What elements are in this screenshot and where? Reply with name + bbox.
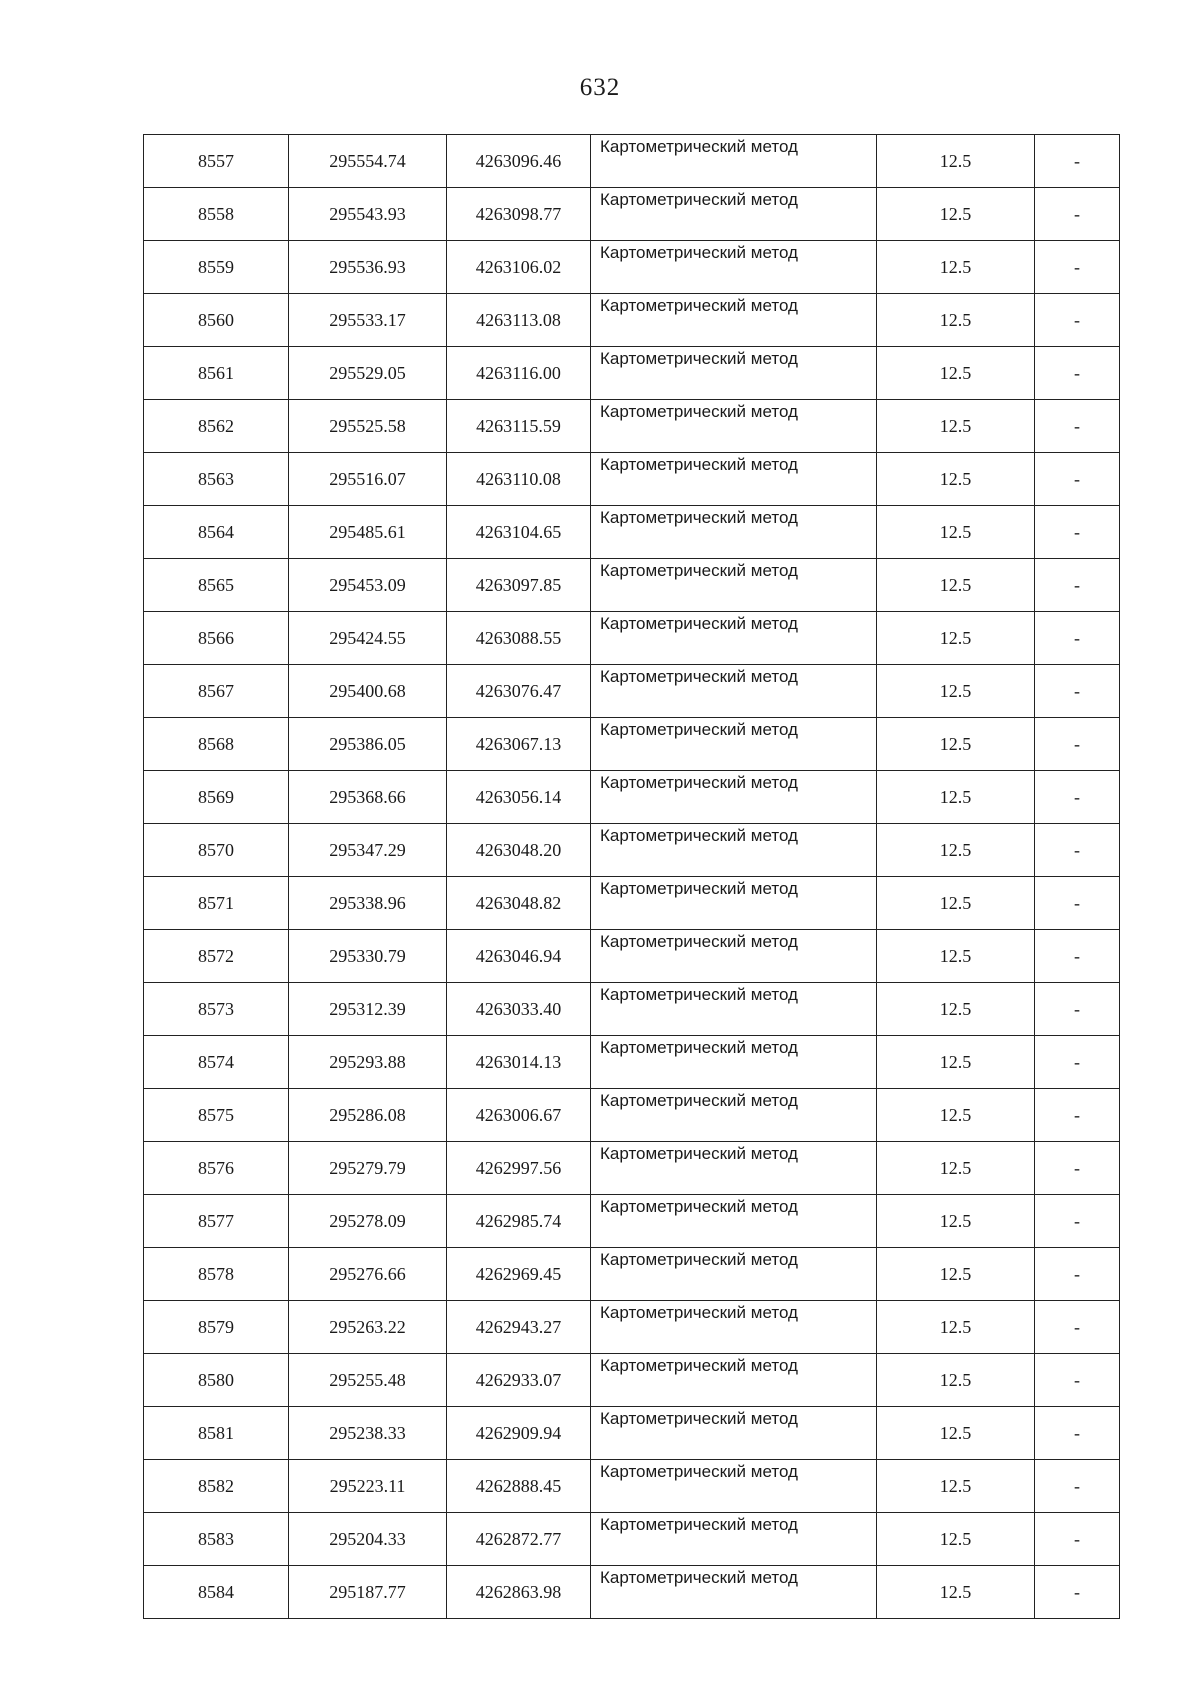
description-cell: - [1035,400,1120,453]
accuracy-cell: 12.5 [877,877,1035,930]
point-number-cell: 8578 [144,1248,289,1301]
table-row [144,1036,1120,1089]
x-coordinate-cell: 295338.96 [289,877,447,930]
point-number-cell: 8564 [144,506,289,559]
table-row [144,241,1120,294]
point-number-cell: 8572 [144,930,289,983]
table-row [144,1248,1120,1301]
x-coordinate-cell: 295204.33 [289,1513,447,1566]
table-row [144,983,1120,1036]
y-coordinate-cell: 4263096.46 [447,135,591,188]
y-coordinate-cell: 4262863.98 [447,1566,591,1619]
description-cell: - [1035,188,1120,241]
x-coordinate-cell: 295187.77 [289,1566,447,1619]
x-coordinate-cell: 295368.66 [289,771,447,824]
y-coordinate-cell: 4263106.02 [447,241,591,294]
y-coordinate-cell: 4263048.82 [447,877,591,930]
description-cell: - [1035,771,1120,824]
method-cell: Картометрический метод [591,294,877,347]
point-number-cell: 8568 [144,718,289,771]
point-number-cell: 8559 [144,241,289,294]
x-coordinate-cell: 295276.66 [289,1248,447,1301]
accuracy-cell: 12.5 [877,559,1035,612]
x-coordinate-cell: 295400.68 [289,665,447,718]
method-cell: Картометрический метод [591,1036,877,1089]
description-cell: - [1035,1195,1120,1248]
accuracy-cell: 12.5 [877,400,1035,453]
coordinates-table [143,134,1120,1619]
method-cell: Картометрический метод [591,506,877,559]
description-cell: - [1035,453,1120,506]
description-cell: - [1035,1142,1120,1195]
method-cell: Картометрический метод [591,1460,877,1513]
method-cell: Картометрический метод [591,241,877,294]
y-coordinate-cell: 4263033.40 [447,983,591,1036]
point-number-cell: 8574 [144,1036,289,1089]
table-row [144,453,1120,506]
table-row [144,824,1120,877]
accuracy-cell: 12.5 [877,771,1035,824]
point-number-cell: 8573 [144,983,289,1036]
point-number-cell: 8570 [144,824,289,877]
point-number-cell: 8575 [144,1089,289,1142]
accuracy-cell: 12.5 [877,718,1035,771]
accuracy-cell: 12.5 [877,294,1035,347]
x-coordinate-cell: 295386.05 [289,718,447,771]
x-coordinate-cell: 295554.74 [289,135,447,188]
description-cell: - [1035,983,1120,1036]
x-coordinate-cell: 295263.22 [289,1301,447,1354]
description-cell: - [1035,1513,1120,1566]
y-coordinate-cell: 4263116.00 [447,347,591,400]
table-row [144,400,1120,453]
y-coordinate-cell: 4263097.85 [447,559,591,612]
method-cell: Картометрический метод [591,453,877,506]
y-coordinate-cell: 4262909.94 [447,1407,591,1460]
accuracy-cell: 12.5 [877,1248,1035,1301]
accuracy-cell: 12.5 [877,1142,1035,1195]
point-number-cell: 8577 [144,1195,289,1248]
point-number-cell: 8579 [144,1301,289,1354]
x-coordinate-cell: 295279.79 [289,1142,447,1195]
method-cell: Картометрический метод [591,612,877,665]
accuracy-cell: 12.5 [877,1301,1035,1354]
method-cell: Картометрический метод [591,347,877,400]
table-row [144,135,1120,188]
y-coordinate-cell: 4263076.47 [447,665,591,718]
accuracy-cell: 12.5 [877,241,1035,294]
point-number-cell: 8583 [144,1513,289,1566]
y-coordinate-cell: 4262997.56 [447,1142,591,1195]
accuracy-cell: 12.5 [877,1195,1035,1248]
table-row [144,347,1120,400]
x-coordinate-cell: 295525.58 [289,400,447,453]
x-coordinate-cell: 295330.79 [289,930,447,983]
accuracy-cell: 12.5 [877,1354,1035,1407]
method-cell: Картометрический метод [591,1407,877,1460]
table-row [144,665,1120,718]
point-number-cell: 8561 [144,347,289,400]
y-coordinate-cell: 4263046.94 [447,930,591,983]
table-row [144,718,1120,771]
table-row [144,877,1120,930]
method-cell: Картометрический метод [591,1248,877,1301]
table-row [144,188,1120,241]
method-cell: Картометрический метод [591,665,877,718]
y-coordinate-cell: 4263048.20 [447,824,591,877]
accuracy-cell: 12.5 [877,1513,1035,1566]
point-number-cell: 8569 [144,771,289,824]
description-cell: - [1035,1566,1120,1619]
x-coordinate-cell: 295533.17 [289,294,447,347]
y-coordinate-cell: 4263110.08 [447,453,591,506]
method-cell: Картометрический метод [591,718,877,771]
y-coordinate-cell: 4262872.77 [447,1513,591,1566]
point-number-cell: 8584 [144,1566,289,1619]
point-number-cell: 8566 [144,612,289,665]
method-cell: Картометрический метод [591,771,877,824]
x-coordinate-cell: 295286.08 [289,1089,447,1142]
description-cell: - [1035,824,1120,877]
description-cell: - [1035,135,1120,188]
point-number-cell: 8567 [144,665,289,718]
table-row [144,771,1120,824]
method-cell: Картометрический метод [591,1195,877,1248]
description-cell: - [1035,612,1120,665]
description-cell: - [1035,665,1120,718]
y-coordinate-cell: 4263056.14 [447,771,591,824]
table-row [144,506,1120,559]
accuracy-cell: 12.5 [877,930,1035,983]
y-coordinate-cell: 4263014.13 [447,1036,591,1089]
description-cell: - [1035,347,1120,400]
accuracy-cell: 12.5 [877,506,1035,559]
coordinates-table-body [144,135,1120,1619]
x-coordinate-cell: 295293.88 [289,1036,447,1089]
x-coordinate-cell: 295536.93 [289,241,447,294]
y-coordinate-cell: 4262888.45 [447,1460,591,1513]
y-coordinate-cell: 4262943.27 [447,1301,591,1354]
table-row [144,930,1120,983]
y-coordinate-cell: 4263113.08 [447,294,591,347]
y-coordinate-cell: 4262985.74 [447,1195,591,1248]
x-coordinate-cell: 295223.11 [289,1460,447,1513]
accuracy-cell: 12.5 [877,453,1035,506]
point-number-cell: 8576 [144,1142,289,1195]
method-cell: Картометрический метод [591,983,877,1036]
table-row [144,1301,1120,1354]
description-cell: - [1035,241,1120,294]
description-cell: - [1035,1036,1120,1089]
x-coordinate-cell: 295347.29 [289,824,447,877]
point-number-cell: 8560 [144,294,289,347]
accuracy-cell: 12.5 [877,612,1035,665]
point-number-cell: 8563 [144,453,289,506]
table-row [144,1407,1120,1460]
description-cell: - [1035,294,1120,347]
y-coordinate-cell: 4263104.65 [447,506,591,559]
description-cell: - [1035,930,1120,983]
point-number-cell: 8562 [144,400,289,453]
method-cell: Картометрический метод [591,559,877,612]
accuracy-cell: 12.5 [877,824,1035,877]
table-row [144,612,1120,665]
method-cell: Картометрический метод [591,1142,877,1195]
point-number-cell: 8558 [144,188,289,241]
y-coordinate-cell: 4263006.67 [447,1089,591,1142]
accuracy-cell: 12.5 [877,665,1035,718]
x-coordinate-cell: 295312.39 [289,983,447,1036]
method-cell: Картометрический метод [591,930,877,983]
accuracy-cell: 12.5 [877,1089,1035,1142]
method-cell: Картометрический метод [591,135,877,188]
description-cell: - [1035,506,1120,559]
x-coordinate-cell: 295516.07 [289,453,447,506]
x-coordinate-cell: 295485.61 [289,506,447,559]
point-number-cell: 8565 [144,559,289,612]
table-row [144,1354,1120,1407]
x-coordinate-cell: 295278.09 [289,1195,447,1248]
method-cell: Картометрический метод [591,400,877,453]
method-cell: Картометрический метод [591,1566,877,1619]
method-cell: Картометрический метод [591,824,877,877]
description-cell: - [1035,718,1120,771]
description-cell: - [1035,877,1120,930]
table-row [144,1142,1120,1195]
description-cell: - [1035,1248,1120,1301]
x-coordinate-cell: 295238.33 [289,1407,447,1460]
accuracy-cell: 12.5 [877,135,1035,188]
table-row [144,559,1120,612]
x-coordinate-cell: 295543.93 [289,188,447,241]
method-cell: Картометрический метод [591,877,877,930]
table-row [144,1089,1120,1142]
point-number-cell: 8571 [144,877,289,930]
description-cell: - [1035,1301,1120,1354]
y-coordinate-cell: 4263098.77 [447,188,591,241]
x-coordinate-cell: 295529.05 [289,347,447,400]
description-cell: - [1035,1460,1120,1513]
x-coordinate-cell: 295255.48 [289,1354,447,1407]
accuracy-cell: 12.5 [877,1407,1035,1460]
point-number-cell: 8557 [144,135,289,188]
table-row [144,1513,1120,1566]
x-coordinate-cell: 295453.09 [289,559,447,612]
description-cell: - [1035,1407,1120,1460]
accuracy-cell: 12.5 [877,983,1035,1036]
description-cell: - [1035,1089,1120,1142]
y-coordinate-cell: 4263067.13 [447,718,591,771]
accuracy-cell: 12.5 [877,1566,1035,1619]
accuracy-cell: 12.5 [877,347,1035,400]
description-cell: - [1035,559,1120,612]
x-coordinate-cell: 295424.55 [289,612,447,665]
method-cell: Картометрический метод [591,188,877,241]
y-coordinate-cell: 4262969.45 [447,1248,591,1301]
y-coordinate-cell: 4263088.55 [447,612,591,665]
accuracy-cell: 12.5 [877,188,1035,241]
table-row [144,1195,1120,1248]
accuracy-cell: 12.5 [877,1036,1035,1089]
point-number-cell: 8580 [144,1354,289,1407]
method-cell: Картометрический метод [591,1301,877,1354]
description-cell: - [1035,1354,1120,1407]
page-number: 632 [579,74,621,101]
point-number-cell: 8582 [144,1460,289,1513]
point-number-cell: 8581 [144,1407,289,1460]
method-cell: Картометрический метод [591,1354,877,1407]
accuracy-cell: 12.5 [877,1460,1035,1513]
method-cell: Картометрический метод [591,1513,877,1566]
table-row [144,294,1120,347]
y-coordinate-cell: 4263115.59 [447,400,591,453]
y-coordinate-cell: 4262933.07 [447,1354,591,1407]
method-cell: Картометрический метод [591,1089,877,1142]
table-row [144,1566,1120,1619]
table-row [144,1460,1120,1513]
